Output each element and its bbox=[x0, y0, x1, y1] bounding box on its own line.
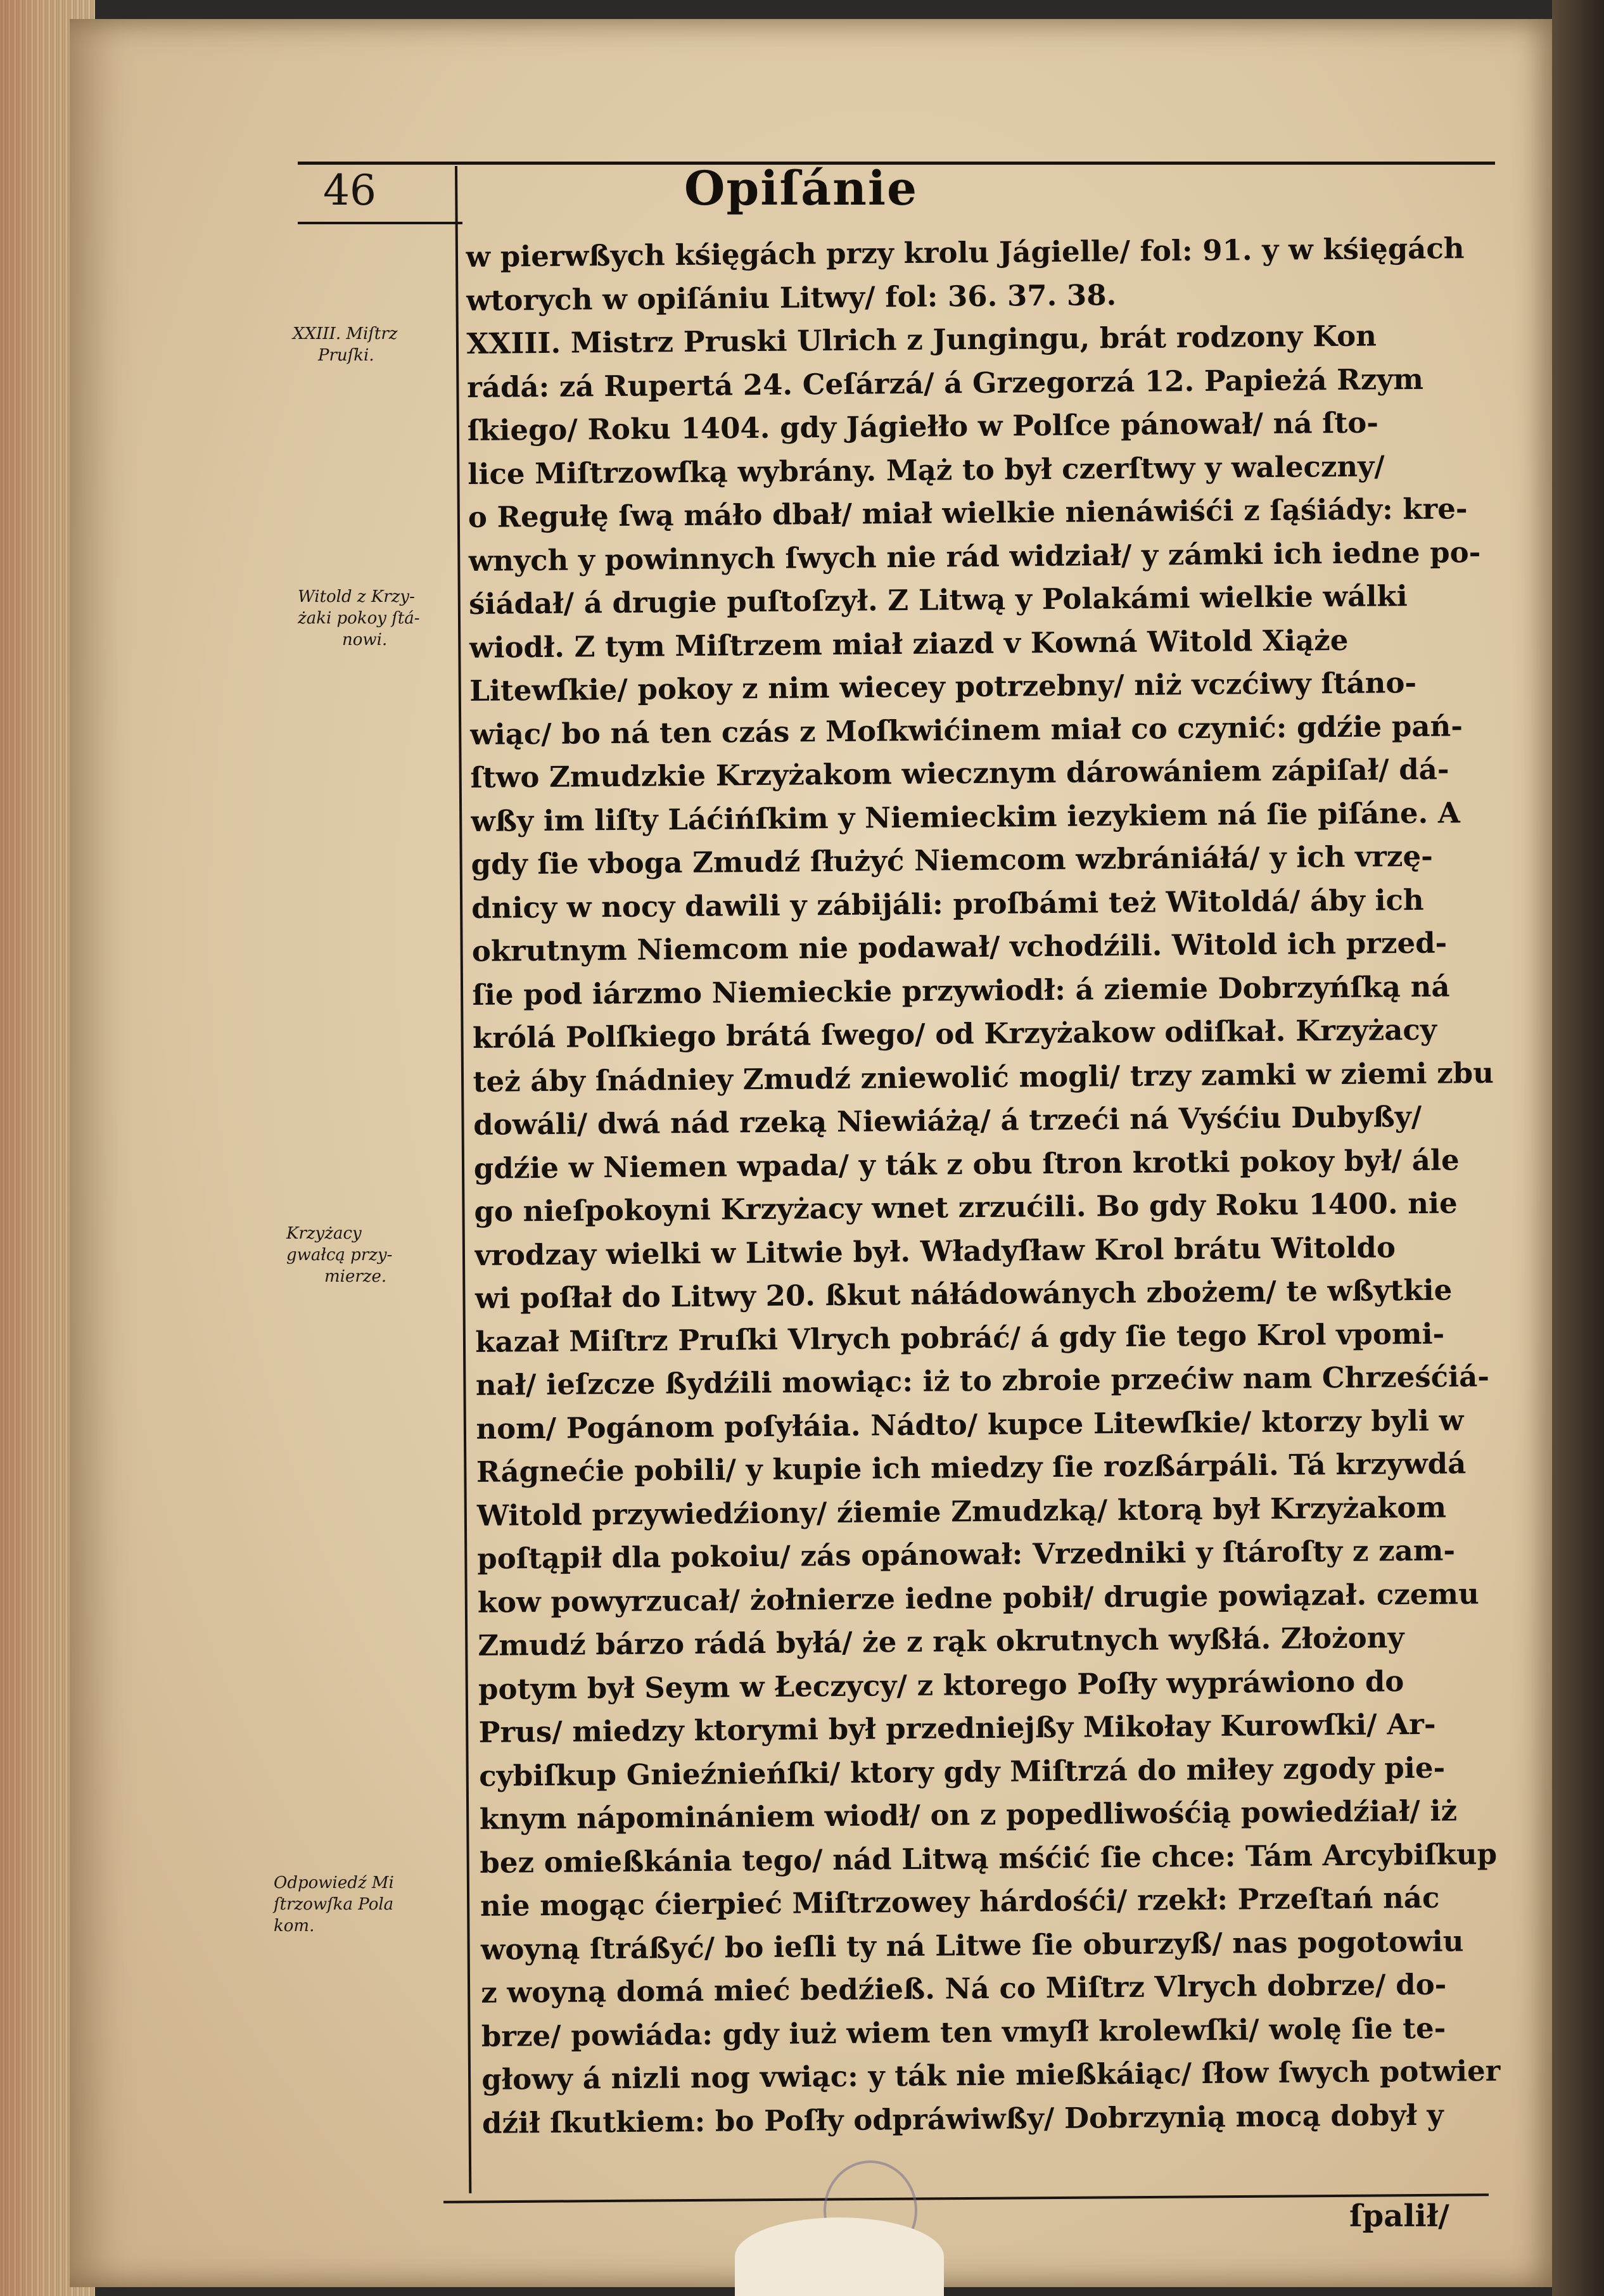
margin-note-line: XXIII. Miſtrz bbox=[293, 324, 398, 343]
text-line: Rágnećie pobili/ y kupie ich miedzy ſie rozßárpáli. Tá krzywdá bbox=[476, 1446, 1467, 1489]
margin-note-line: kom. bbox=[274, 1917, 315, 1936]
text-line: woyną ſtráßyć/ bo ieſli ty ná Litwe ſie oburzyß/ nas pogotowiu bbox=[480, 1923, 1464, 1967]
margin-note-odpowiedz bbox=[274, 1872, 432, 1937]
text-line: bez omießkánia tego/ nád Litwą mśćić ſie chce: Tám Arcybiſkup bbox=[480, 1837, 1498, 1880]
text-line: Prus/ miedzy ktorymi był przedniejßy Mikołay Kurowſki/ Ar- bbox=[478, 1707, 1436, 1749]
text-line: ſkiego/ Roku 1404. gdy Jágiełło w Polſce pánował/ ná ſto- bbox=[467, 405, 1379, 447]
page-tear bbox=[735, 2217, 944, 2296]
text-line: kow powyrzucał/ żołnierze iedne pobił/ drugie powiązał. czemu bbox=[477, 1576, 1479, 1619]
text-line: w pierwßych kśięgách przy krolu Jágielle/ fol: 91. y w kśięgách bbox=[466, 231, 1465, 274]
text-line: wi poſłał do Litwy 20. ßkut náłádowánych zbożem/ te wßytkie bbox=[474, 1273, 1453, 1315]
text-line: lice Miſtrzowſką wybrány. Mąż to był czerſtwy y waleczny/ bbox=[468, 449, 1385, 491]
text-line: wiodł. Z tym Miſtrzem miał ziazd v Kowná Witold Xiąże bbox=[469, 623, 1349, 665]
margin-note-line: Witold z Krzy- bbox=[298, 587, 415, 606]
text-line: ſie pod iárzmo Niemieckie przywiodł: á ziemie Dobrzyńſką ná bbox=[472, 969, 1450, 1012]
margin-note-line: Krzyżacy bbox=[286, 1224, 362, 1243]
text-line: nom/ Pogánom poſyłáia. Nádto/ kupce Litewſkie/ ktorzy byli w bbox=[476, 1403, 1464, 1446]
text-line: też áby ſnádniey Zmudź zniewolić mogli/ trzy zamki w ziemi zbu bbox=[473, 1056, 1494, 1099]
text-line: cybiſkup Gnieźnieńſki/ ktory gdy Miſtrzá do miłey zgody pie- bbox=[478, 1751, 1446, 1793]
text-line: brze/ powiáda: gdy iuż wiem ten vmyſł krolewſki/ wolę ſie te- bbox=[481, 2011, 1446, 2053]
text-line: okrutnym Niemcom nie podawał/ vchodźili. Witold ich przed- bbox=[471, 926, 1448, 968]
text-line: knym nápominániem wiodł/ on z popedliwośćią powiedźiał/ iż bbox=[479, 1794, 1458, 1836]
text-line: rádá: zá Rupertá 24. Ceſárzá/ á Grzegorzá 12. Papieżá Rzym bbox=[466, 362, 1424, 404]
margin-note-line: mierze. bbox=[324, 1267, 387, 1286]
text-line: Witold przywiedźiony/ źiemie Zmudzką/ ktorą był Krzyżakom bbox=[476, 1490, 1447, 1533]
text-line: o Regułę ſwą máło dbał/ miał wielkie nienáwiśći z ſąśiády: kre- bbox=[468, 492, 1468, 534]
text-line: gdy ſie vboga Zmudź ſłużyć Niemcom wzbrániáłá/ y ich vrzę- bbox=[471, 839, 1434, 881]
text-line: XXIII. Mistrz Pruski Ulrich z Jungingu, brát rodzony Kon bbox=[466, 319, 1377, 360]
margin-note-line: żaki pokoy ſtá- bbox=[298, 609, 420, 628]
text-line: Litewſkie/ pokoy z nim wiecey potrzebny/ niż vczćiwy ſtáno- bbox=[469, 665, 1417, 708]
margin-note-line: Odpowiedź Mi bbox=[274, 1873, 394, 1892]
main-text-block bbox=[466, 227, 1534, 2145]
margin-note-line: nowi. bbox=[342, 630, 388, 649]
margin-note-line: gwałcą przy- bbox=[286, 1246, 393, 1265]
text-line: kazał Miſtrz Pruſki Vlrych pobráć/ á gdy ſie tego Krol vpomi- bbox=[475, 1317, 1445, 1359]
text-line: głowy á nizli nog vwiąc: y ták nie mießkáiąc/ ſłow ſwych potwier bbox=[481, 2053, 1501, 2096]
text-line: nał/ ieſzcze ßydźili mowiąc: iż to zbroie przećiw nam Chrześćiá- bbox=[475, 1359, 1490, 1402]
text-line: wiąc/ bo ná ten czás z Moſkwićinem miał co czynić: gdźie pań- bbox=[469, 708, 1463, 751]
text-line: z woyną domá mieć bedźieß. Ná co Miſtrz Vlrych dobrze/ do- bbox=[480, 1967, 1447, 2010]
running-head: Opiſánie bbox=[684, 162, 919, 216]
book-gutter bbox=[1552, 0, 1604, 2296]
text-line: vrodzay wielki w Litwie był. Władyſław Krol brátu Witoldo bbox=[474, 1230, 1396, 1272]
text-line: nie mogąc ćierpieć Miſtrzowey hárdośći/ rzekł: Przeſtań nác bbox=[480, 1880, 1440, 1923]
margin-note-line: Pruſki. bbox=[318, 346, 374, 365]
page-number: 46 bbox=[323, 166, 376, 215]
margin-note-witold bbox=[298, 586, 456, 651]
text-line: dźił ſkutkiem: bo Poſły odpráwiwßy/ Dobrzynią mocą dobył y bbox=[481, 2098, 1444, 2140]
text-line: wnych y powinnych ſwych nie rád widział/ y zámki ich iedne po- bbox=[468, 535, 1481, 578]
catchword: ſpalił/ bbox=[1349, 2198, 1449, 2234]
margin-note-line: ſtrzowſka Pola bbox=[274, 1895, 394, 1914]
text-line: królá Polſkiego brátá ſwego/ od Krzyżakow odiſkał. Krzyżacy bbox=[472, 1012, 1437, 1055]
text-line: go nieſpokoyni Krzyżacy wnet zrzućili. Bo gdy Roku 1400. nie bbox=[474, 1186, 1458, 1228]
text-line: Zmudź bárzo rádá byłá/ że z rąk okrutnych wyßłá. Złożony bbox=[478, 1621, 1404, 1662]
text-line: dowáli/ dwá nád rzeką Niewiáżą/ á trzeći ná Vyśćiu Dubyßy/ bbox=[473, 1099, 1422, 1142]
text-line: śiádał/ á drugie puſtoſzył. Z Litwą y Polakámi wielkie wálki bbox=[468, 579, 1408, 621]
text-line: ſtwo Zmudzkie Krzyżakom wiecznym dárowániem zápiſał/ dá- bbox=[470, 752, 1449, 794]
page-number-rule bbox=[298, 222, 462, 224]
text-line: wtorych w opiſániu Litwy/ fol: 36. 37. 38. bbox=[466, 277, 1117, 317]
text-line: gdźie w Niemen wpada/ y ták z obu ſtron krotki pokoy był/ ále bbox=[473, 1142, 1460, 1185]
margin-note-xxiii bbox=[293, 323, 451, 366]
text-line: dnicy w nocy dawili y zábijáli: proſbámi też Witoldá/ áby ich bbox=[471, 883, 1424, 925]
text-line: wßy im liſty Láćińſkim y Niemieckim iezykiem ná ſie piſáne. A bbox=[470, 795, 1460, 838]
text-line: poſtąpił dla pokoiu/ zás opánował: Vrzedniki y ſtároſty z zam- bbox=[476, 1533, 1456, 1576]
margin-note-krzyzacy bbox=[286, 1223, 445, 1287]
text-line: potym był Seym w Łeczycy/ z ktorego Poſły wypráwiono do bbox=[478, 1664, 1404, 1706]
